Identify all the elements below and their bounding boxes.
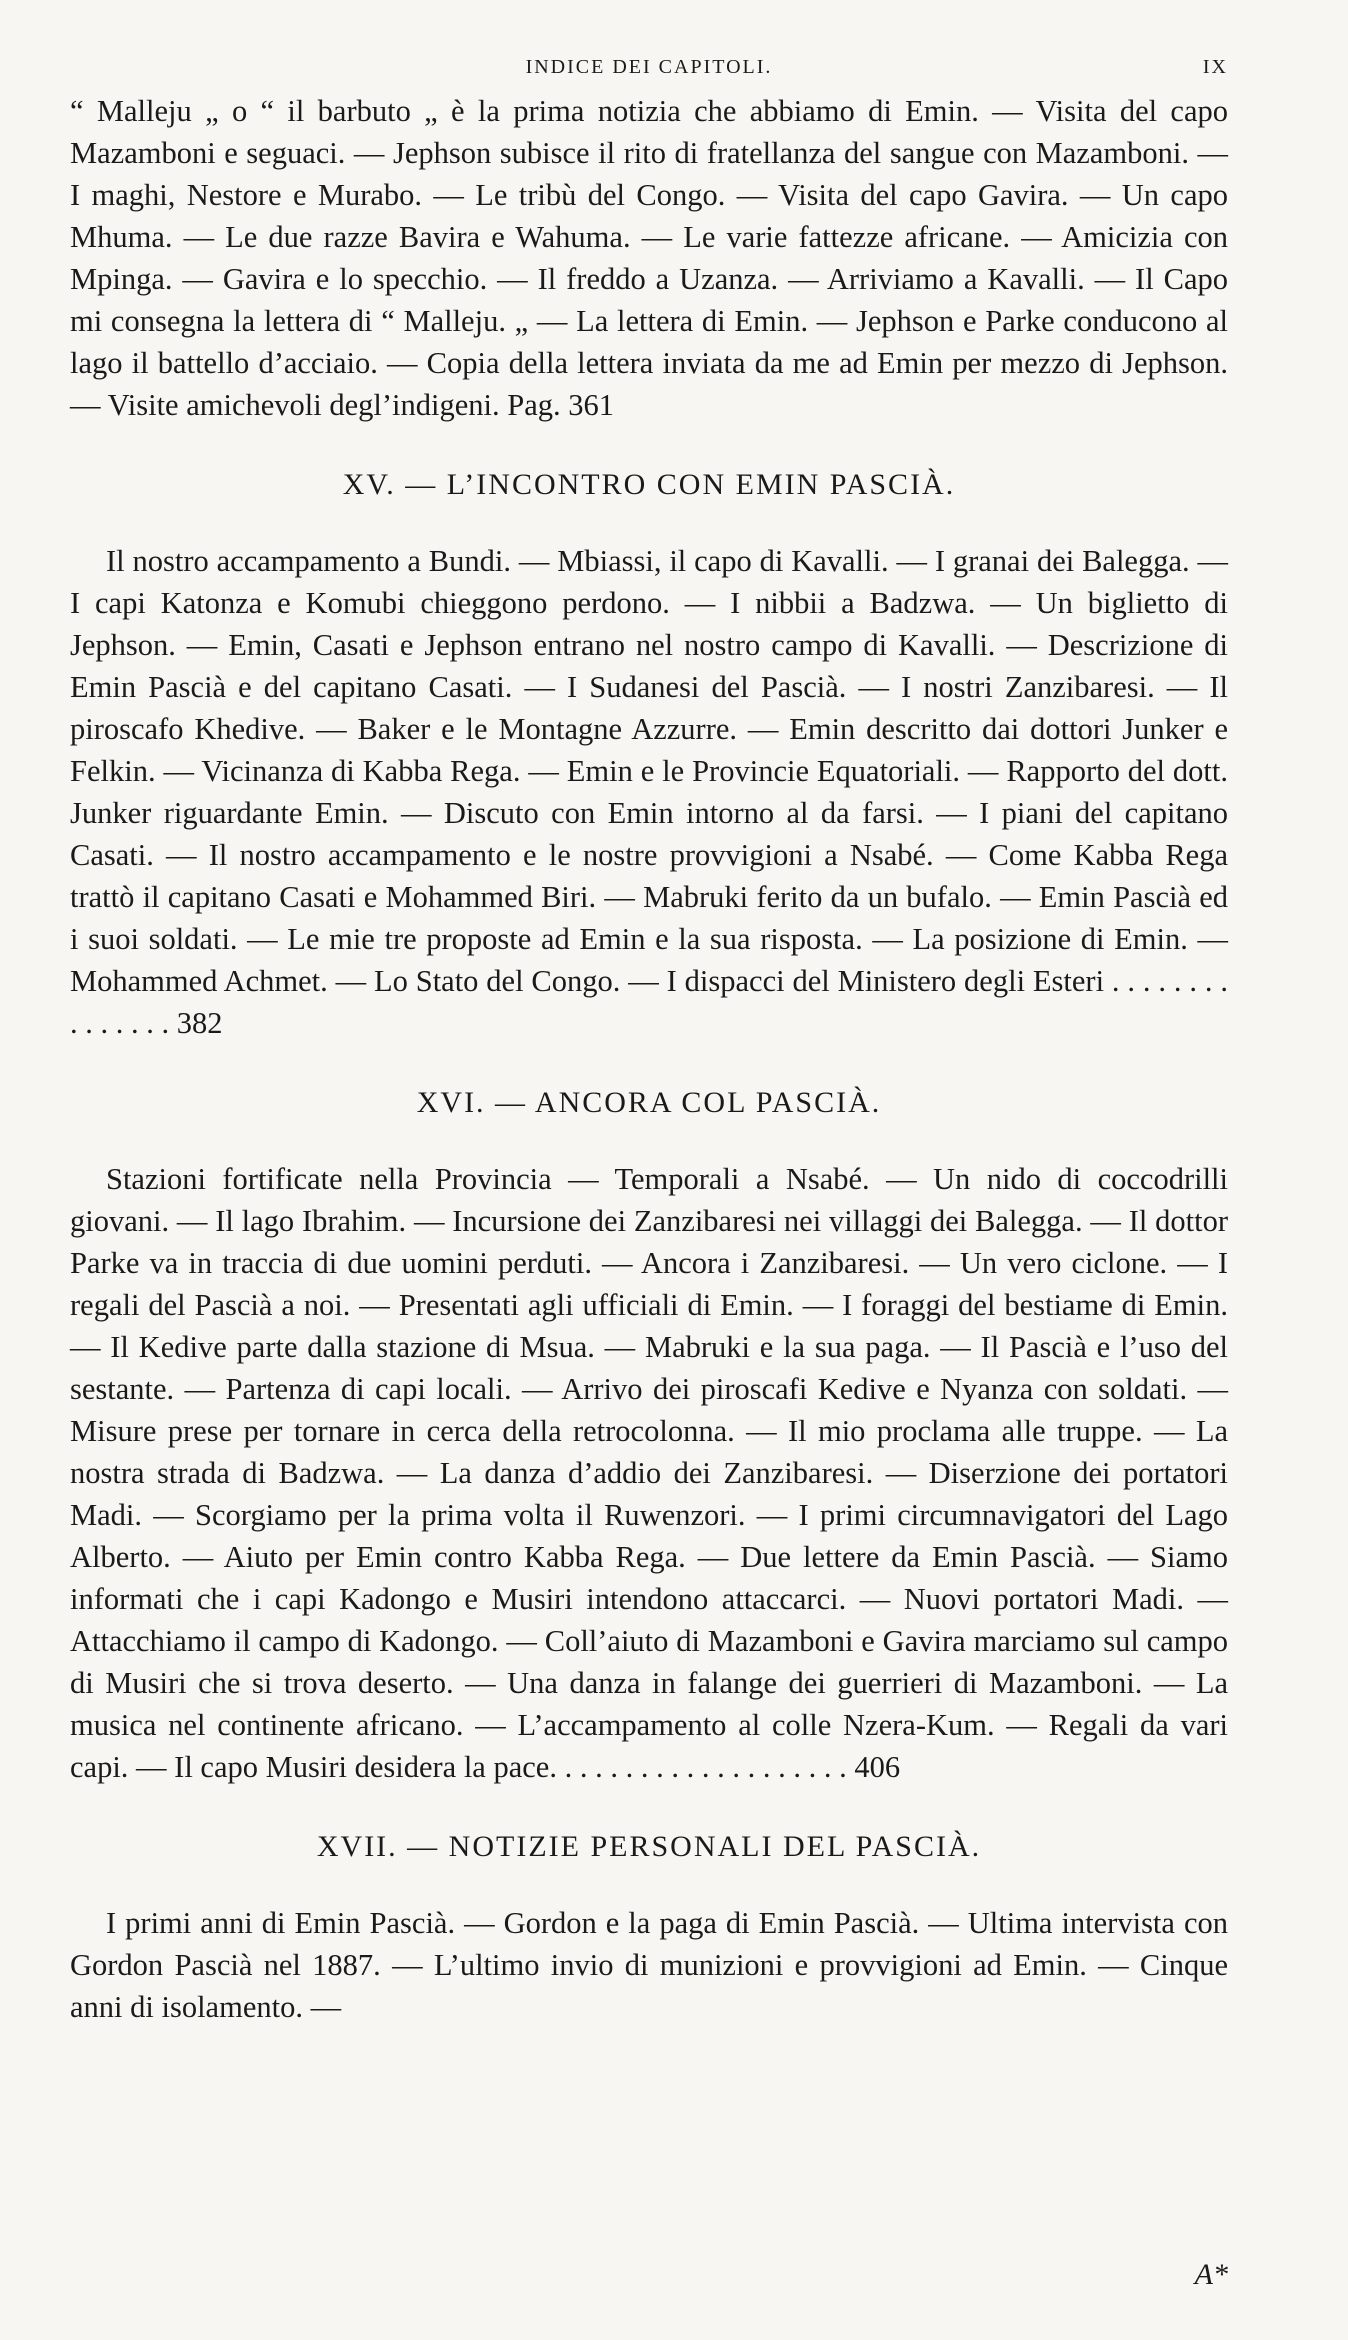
page-number: IX: [1202, 56, 1228, 78]
section-text-2: [70, 1158, 1228, 1788]
chapter-heading-xv: XV. — L’INCONTRO CON EMIN PASCIÀ.: [342, 468, 956, 501]
page-reference: 406: [854, 1750, 901, 1784]
page-reference: 382: [176, 1006, 223, 1040]
section-text-3: [70, 1902, 1228, 2028]
page-reference: 361: [568, 388, 614, 422]
section-text-1: [70, 540, 1228, 1044]
page: [70, 50, 1228, 2028]
entry-text: I primi anni di Emin Pascià. — Gordon e la paga di Emin Pascià. — Ultima intervista con Gordon Pascià nel 1887. — L’ultimo invio di munizioni e provvigioni ad Emin. — Cinque anni di isolamento. —: [70, 1906, 1228, 2024]
signature-mark: A*: [1194, 2258, 1228, 2291]
entry-text: “ Malleju „ o “ il barbuto „ è la prima notizia che abbiamo di Emin. — Visita del capo Mazamboni e seguaci. — Jephson subisce il rito di fratellanza del sangue con Mazamboni. — I maghi, Nestore e Murabo. — Le tribù del Congo. — Visita del capo Gavira. — Un capo Mhuma. — Le due razze Bavira e Wahuma. — Le varie fattezze africane. — Amicizia con Mpinga. — Gavira e lo specchio. — Il freddo a Uzanza. — Arriviamo a Kavalli. — Il Capo mi consegna la lettera di “ Malleju. „ — La lettera di Emin. — Jephson e Parke conducono al lago il battello d’acciaio. — Copia della lettera inviata da me ad Emin per mezzo di Jephson. — Visite amichevoli degl’indigeni. Pag.: [70, 94, 1228, 422]
entry-text: Stazioni fortificate nella Provincia — Temporali a Nsabé. — Un nido di coccodrilli giovani. — Il lago Ibrahim. — Incursione dei Zanzibaresi nei villaggi dei Balegga. — Il dottor Parke va in traccia di due uomini perduti. — Ancora i Zanzibaresi. — Un vero ciclone. — I regali del Pascià a noi. — Presentati agli ufficiali di Emin. — I foraggi del bestiame di Emin. — Il Kedive parte dalla stazione di Msua. — Mabruki e la sua paga. — Il Pascià e l’uso del sestante. — Partenza di capi locali. — Arrivo dei piroscafi Kedive e Nyanza con soldati. — Misure prese per tornare in cerca della retrocolonna. — Il mio proclama alle truppe. — La nostra strada di Badzwa. — La danza d’addio dei Zanzibaresi. — Diserzione dei portatori Madi. — Scorgiamo per la prima volta il Ruwenzori. — I primi circumnavigatori del Lago Alberto. — Aiuto per Emin contro Kabba Rega. — Due lettere da Emin Pascià. — Siamo informati che i capi Kadongo e Musiri intendono attaccarci. — Nuovi portatori Madi. — Attacchiamo il campo di Kadongo. — Coll’aiuto di Mazamboni e Gavira marciamo sul campo di Musiri che si trova deserto. — Una danza in falange dei guerrieri di Mazamboni. — La musica nel continente africano. — L’accampamento al colle Nzera-Kum. — Regali da vari capi. — Il capo Musiri desidera la pace. . . . . . . . . . . . . . . . . . . .: [70, 1162, 1228, 1784]
entry-text: Il nostro accampamento a Bundi. — Mbiassi, il capo di Kavalli. — I granai dei Balegga. — I capi Katonza e Komubi chieggono perdono. — I nibbii a Badzwa. — Un biglietto di Jephson. — Emin, Casati e Jephson entrano nel nostro campo di Kavalli. — Descrizione di Emin Pascià e del capitano Casati. — I Sudanesi del Pascià. — I nostri Zanzibaresi. — Il piroscafo Khedive. — Baker e le Montagne Azzurre. — Emin descritto dai dottori Junker e Felkin. — Vicinanza di Kabba Rega. — Emin e le Provincie Equatoriali. — Rapporto del dott. Junker riguardante Emin. — Discuto con Emin intorno al da farsi. — I piani del capitano Casati. — Il nostro accampamento e le nostre provvigioni a Nsabé. — Come Kabba Rega trattò il capitano Casati e Mohammed Biri. — Mabruki ferito da un bufalo. — Emin Pascià ed i suoi soldati. — Le mie tre proposte ad Emin e la sua risposta. — La posizione di Emin. — Mohammed Achmet. — Lo Stato del Congo. — I dispacci del Ministero degli Esteri . . . . . . . . . . . . . . .: [70, 544, 1228, 1040]
chapter-heading-xvii: XVII. — NOTIZIE PERSONALI DEL PASCIÀ.: [316, 1830, 982, 1863]
running-head: [70, 50, 1228, 90]
chapter-heading-xvi: XVI. — ANCORA COL PASCIÀ.: [416, 1086, 882, 1119]
running-title: INDICE DEI CAPITOLI.: [525, 56, 773, 78]
section-text-0: [70, 90, 1228, 426]
